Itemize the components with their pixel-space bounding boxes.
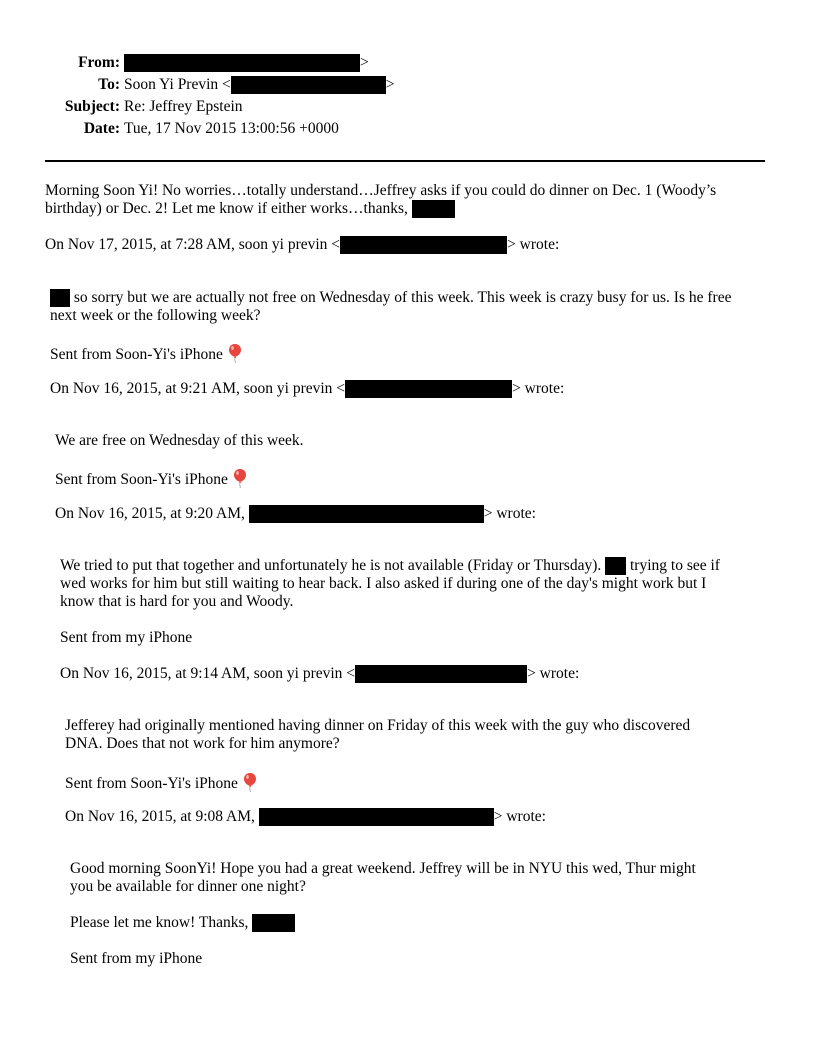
redaction-block: [355, 665, 527, 683]
message-line: We are free on Wednesday of this week.: [55, 432, 304, 449]
subject-value: Re: Jeffrey Epstein: [124, 98, 243, 115]
redaction-block: [605, 557, 626, 575]
date-label: Date:: [83, 120, 120, 137]
red-balloon-emoji-icon: [227, 343, 243, 363]
redaction-block: [50, 289, 70, 307]
signature-line: Sent from Soon-Yi's iPhone: [55, 468, 248, 489]
signature-line: Sent from my iPhone: [70, 950, 203, 967]
redaction-block: [231, 76, 386, 94]
to-label: To:: [98, 76, 120, 93]
header-divider: [45, 160, 765, 162]
redaction-block: [249, 505, 484, 523]
message-line: next week or the following week?: [50, 307, 261, 324]
signature-line: Sent from Soon-Yi's iPhone: [50, 343, 243, 364]
message-line: so sorry but we are actually not free on Wednesday of this week. This week is crazy busy for us. Is he free: [50, 289, 731, 307]
message-line: Morning Soon Yi! No worries…totally understand…Jeffrey asks if you could do dinner on Dec. 1 (Woody’s: [45, 182, 717, 199]
message-line: Jefferey had originally mentioned having dinner on Friday of this week with the guy who discovered: [65, 717, 691, 734]
signature-line: Sent from my iPhone: [60, 629, 193, 646]
date-value: Tue, 17 Nov 2015 13:00:56 +0000: [124, 120, 339, 137]
to-value: Soon Yi Previn <: [124, 76, 231, 93]
message-line: you be available for dinner one night?: [70, 878, 306, 895]
redaction-block: [340, 236, 507, 254]
quote-header: On Nov 16, 2015, at 9:21 AM, soon yi previn < > wrote:: [50, 380, 565, 397]
quote-header: On Nov 17, 2015, at 7:28 AM, soon yi previn < > wrote:: [45, 236, 560, 253]
quote-header: On Nov 16, 2015, at 9:08 AM, > wrote:: [65, 808, 546, 825]
from-suffix: >: [360, 54, 369, 71]
quote-header: On Nov 16, 2015, at 9:20 AM, > wrote:: [55, 505, 536, 522]
message-line: DNA. Does that not work for him anymore?: [65, 735, 340, 752]
signature-line: Sent from Soon-Yi's iPhone: [65, 772, 258, 793]
message-line: We tried to put that together and unfortunately he is not available (Friday or Thursday). trying to see if: [60, 557, 720, 574]
red-balloon-emoji-icon: [242, 772, 258, 792]
from-label: From:: [78, 54, 120, 71]
redaction-block: [124, 54, 360, 72]
subject-label: Subject:: [64, 98, 120, 115]
to-suffix: >: [385, 76, 395, 93]
redaction-block: [345, 380, 512, 398]
message-line: birthday) or Dec. 2! Let me know if either works…thanks,: [45, 200, 455, 218]
red-balloon-emoji-icon: [232, 468, 248, 488]
message-line: Please let me know! Thanks,: [70, 914, 295, 932]
message-line: wed works for him but still waiting to hear back. I also asked if during one of the day's might work but I: [60, 575, 707, 592]
message-line: know that is hard for you and Woody.: [60, 593, 294, 610]
quote-header: On Nov 16, 2015, at 9:14 AM, soon yi previn < > wrote:: [60, 665, 580, 682]
redaction-block: [259, 808, 494, 826]
message-line: Good morning SoonYi! Hope you had a great weekend. Jeffrey will be in NYU this wed, Thur might: [70, 860, 696, 877]
redaction-block: [252, 914, 295, 932]
redaction-block: [412, 200, 455, 218]
